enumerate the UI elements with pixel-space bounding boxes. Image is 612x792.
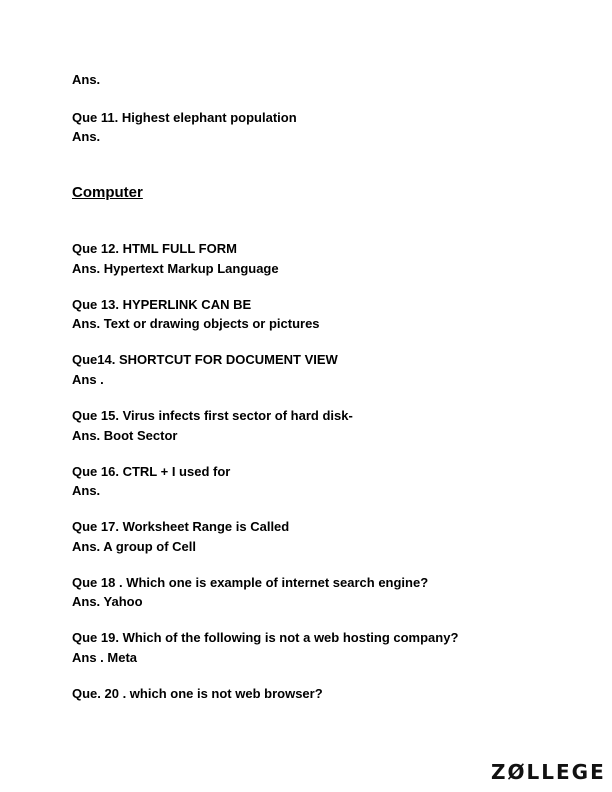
question-16: Que 16. CTRL + I used for: [72, 464, 231, 479]
question-11: Que 11. Highest elephant population: [72, 110, 297, 125]
question-13: Que 13. HYPERLINK CAN BE: [72, 297, 252, 312]
answer-15: Ans. Boot Sector: [72, 428, 178, 443]
question-20: Que. 20 . which one is not web browser?: [72, 686, 323, 701]
answer-16: Ans.: [72, 483, 101, 498]
zollege-logo: ZØLLEGE: [491, 760, 606, 784]
question-17: Que 17. Worksheet Range is Called: [72, 519, 290, 534]
answer-14: Ans .: [72, 372, 104, 387]
answer-text: Ans.: [72, 72, 101, 87]
answer-11: Ans.: [72, 129, 101, 144]
answer-18: Ans. Yahoo: [72, 594, 143, 609]
question-12: Que 12. HTML FULL FORM: [72, 241, 237, 256]
answer-13: Ans. Text or drawing objects or pictures: [72, 316, 320, 331]
question-18: Que 18 . Which one is example of internet search engine?: [72, 575, 429, 590]
section-heading-computer: Computer: [72, 184, 143, 201]
answer-17: Ans. A group of Cell: [72, 539, 196, 554]
answer-19: Ans . Meta: [72, 650, 138, 665]
question-19: Que 19. Which of the following is not a web hosting company?: [72, 630, 459, 645]
answer-12: Ans. Hypertext Markup Language: [72, 261, 279, 276]
question-15: Que 15. Virus infects first sector of hard disk-: [72, 408, 353, 423]
question-14: Que14. SHORTCUT FOR DOCUMENT VIEW: [72, 352, 338, 367]
